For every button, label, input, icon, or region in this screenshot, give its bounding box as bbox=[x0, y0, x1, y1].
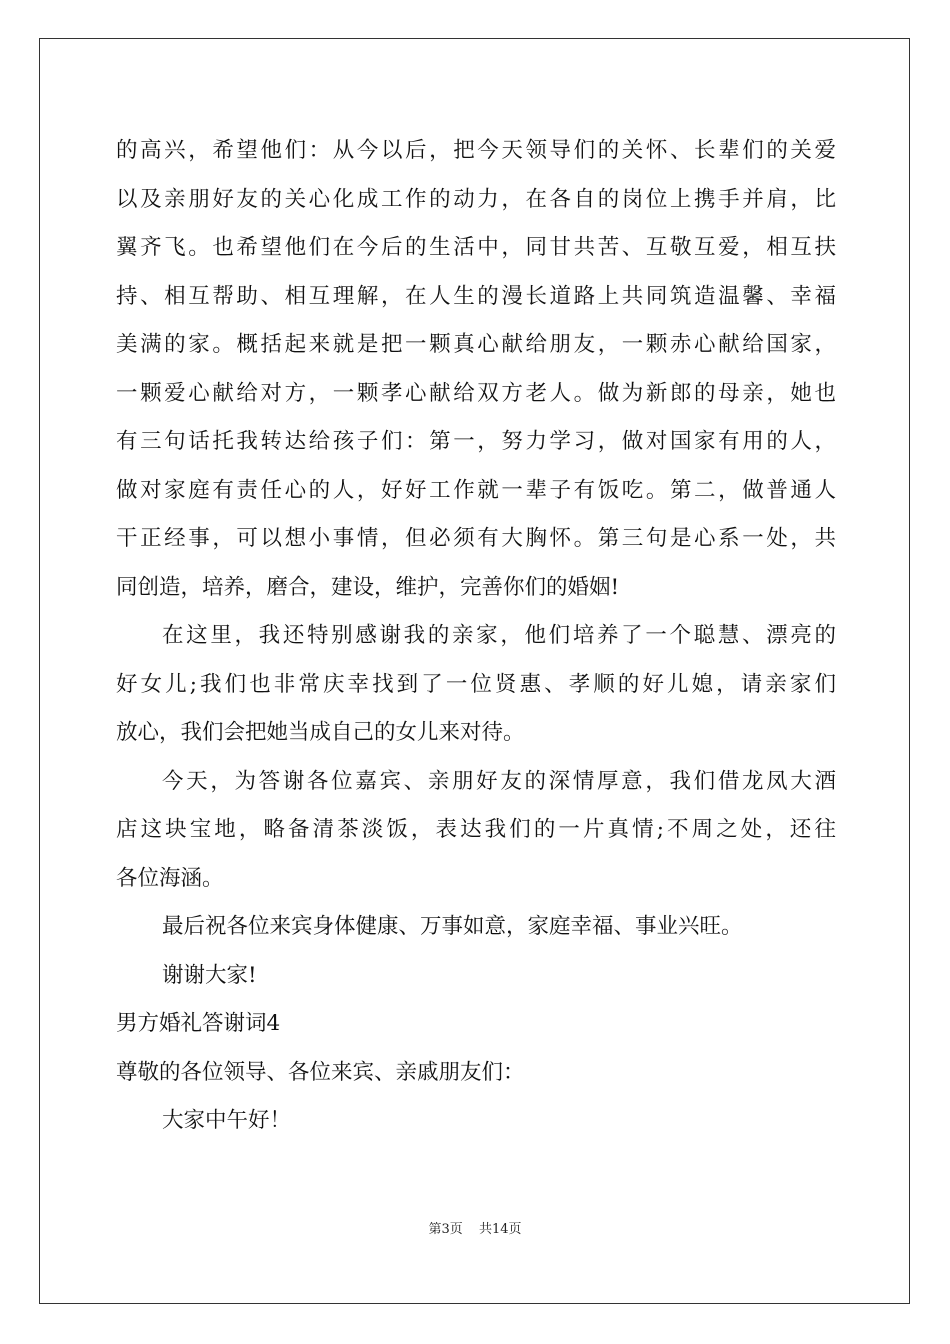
text-line: 好女儿;我们也非常庆幸找到了一位贤惠、孝顺的好儿媳，请亲家们 bbox=[116, 671, 836, 697]
text-line: 一颗爱心献给对方，一颗孝心献给双方老人。做为新郎的母亲，她也 bbox=[116, 380, 836, 406]
text-line: 男方婚礼答谢词4 bbox=[116, 1011, 281, 1036]
text-line: 同创造，培养，磨合，建设，维护，完善你们的婚姻! bbox=[116, 574, 620, 600]
text-line: 以及亲朋好友的关心化成工作的动力，在各自的岗位上携手并肩，比 bbox=[116, 186, 836, 212]
text-line: 最后祝各位来宾身体健康、万事如意，家庭幸福、事业兴旺。 bbox=[162, 914, 743, 939]
text-line: 干正经事，可以想小事情，但必须有大胸怀。第三句是心系一处，共 bbox=[116, 526, 836, 551]
text-line: 谢谢大家! bbox=[162, 962, 257, 988]
text-line: 放心，我们会把她当成自己的女儿来对待。 bbox=[116, 720, 525, 745]
text-line: 店这块宝地，略备清茶淡饭，表达我们的一片真情;不周之处，还往 bbox=[116, 817, 836, 842]
text-line: 在这里，我还特别感谢我的亲家，他们培养了一个聪慧、漂亮的 bbox=[162, 623, 836, 648]
page-footer bbox=[0, 1218, 950, 1237]
text-line: 做对家庭有责任心的人，好好工作就一辈子有饭吃。第二，做普通人 bbox=[116, 477, 836, 503]
page-total: 共14页 bbox=[478, 1222, 522, 1237]
text-line: 美满的家。概括起来就是把一颗真心献给朋友，一颗赤心献给国家， bbox=[116, 332, 836, 357]
page-number: 第3页 bbox=[428, 1222, 463, 1237]
text-line: 尊敬的各位领导、各位来宾、亲戚朋友们： bbox=[116, 1059, 525, 1085]
text-line: 翼齐飞。也希望他们在今后的生活中，同甘共苦、互敬互爱，相互扶 bbox=[116, 235, 836, 260]
text-line: 的高兴，希望他们：从今以后，把今天领导们的关怀、长辈们的关爱 bbox=[116, 138, 836, 163]
text-line: 大家中午好！ bbox=[162, 1108, 292, 1133]
text-line: 今天，为答谢各位嘉宾、亲朋好友的深情厚意，我们借龙凤大酒 bbox=[162, 768, 836, 794]
text-line: 持、相互帮助、相互理解，在人生的漫长道路上共同筑造温馨、幸福 bbox=[116, 283, 836, 309]
text-line: 各位海涵。 bbox=[116, 865, 224, 891]
document-body bbox=[116, 127, 836, 1146]
text-line: 有三句话托我转达给孩子们：第一，努力学习，做对国家有用的人， bbox=[116, 429, 836, 454]
